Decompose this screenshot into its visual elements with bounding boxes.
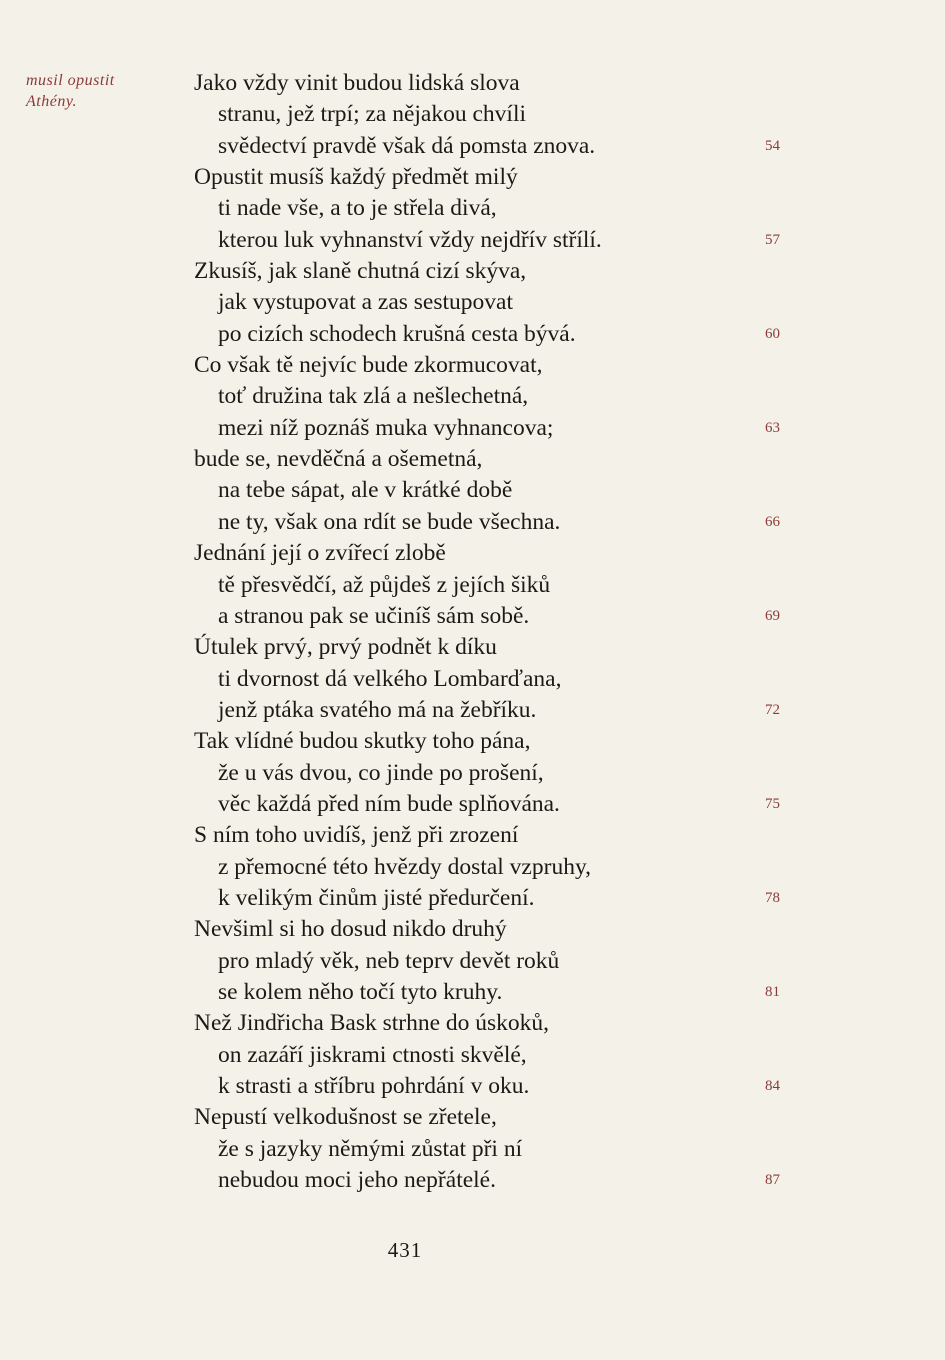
line-number: 72 — [765, 701, 780, 718]
verse-line — [194, 193, 794, 224]
verse-line — [194, 444, 794, 475]
verse-line-text: na tebe sápat, ale v krátké době — [218, 477, 513, 504]
verse-line — [194, 632, 794, 663]
verse-line — [194, 1071, 794, 1102]
line-number: 57 — [765, 231, 780, 248]
verse-line-text: jenž ptáka svatého má na žebříku. — [218, 696, 537, 723]
line-number: 84 — [765, 1078, 780, 1094]
verse-line-text: Jednání její o zvířecí zlobě — [194, 540, 446, 567]
verse-line-text: k velikým činům jisté předurčení. — [218, 884, 535, 911]
verse-line — [194, 758, 794, 789]
verse-line — [194, 319, 794, 350]
margin-note-line: Athény. — [26, 93, 78, 110]
verse-line — [194, 789, 794, 820]
verse-line-text: se kolem něho točí tyto kruhy. — [218, 978, 503, 1005]
verse-line — [194, 1165, 794, 1196]
verse-line-text: stranu, jež trpí; za nějakou chvíli — [218, 101, 527, 128]
verse-line — [194, 68, 794, 99]
margin-note — [26, 70, 176, 112]
verse-line-text: Co však tě nejvíc bude zkormucovat, — [194, 352, 543, 379]
verse-line-text: svědectví pravdě však dá pomsta znova. — [218, 132, 596, 159]
line-number: 87 — [765, 1172, 780, 1189]
verse-line-text: ne ty, však ona rdít se bude všechna. — [218, 508, 561, 535]
margin-note-line: musil opustit — [26, 72, 115, 89]
line-number: 75 — [765, 795, 780, 812]
verse-line-text: nebudou moci jeho nepřátelé. — [218, 1167, 496, 1194]
page-number: 431 — [387, 1238, 423, 1262]
verse-line-text: Jako vždy vinit budou lidská slova — [194, 70, 520, 96]
verse-line-text: ti dvornost dá velkého Lombarďana, — [218, 665, 562, 692]
verse-line — [194, 507, 794, 538]
verse-line — [194, 1040, 794, 1071]
line-number: 78 — [765, 889, 780, 906]
verse-line-text: ti nade vše, a to je střela divá, — [218, 195, 497, 222]
verse-line — [194, 350, 794, 381]
verse-line — [194, 820, 794, 851]
verse-line — [194, 883, 794, 914]
verse-line — [194, 381, 794, 412]
verse-line — [194, 162, 794, 193]
verse-block — [194, 68, 794, 1196]
verse-line-text: bude se, nevděčná a ošemetná, — [194, 446, 483, 473]
verse-line-text: Zkusíš, jak slaně chutná cizí skýva, — [194, 258, 527, 285]
verse-line — [194, 695, 794, 726]
verse-line-text: on zazáří jiskrami ctnosti skvělé, — [218, 1041, 527, 1068]
verse-line — [194, 852, 794, 883]
verse-line — [194, 475, 794, 506]
line-number: 54 — [765, 137, 780, 154]
verse-line-text: jak vystupovat a zas sestupovat — [218, 289, 513, 316]
verse-line-text: po cizích schodech krušná cesta bývá. — [218, 320, 576, 347]
verse-line-text: toť družina tak zlá a nešlechetná, — [218, 383, 529, 410]
verse-line — [194, 1102, 794, 1133]
verse-line — [194, 570, 794, 601]
verse-line-text: k strasti a stříbru pohrdání v oku. — [218, 1073, 530, 1099]
line-number: 63 — [765, 419, 780, 436]
verse-line — [194, 413, 794, 444]
verse-line — [194, 1008, 794, 1039]
verse-line-text: mezi níž poznáš muka vyhnancova; — [218, 414, 554, 441]
verse-line — [194, 538, 794, 569]
verse-line-text: Opustit musíš každý předmět milý — [194, 164, 518, 191]
verse-line-text: S ním toho uvidíš, jenž při zrození — [194, 822, 519, 849]
line-number: 69 — [765, 607, 780, 624]
verse-line-text: pro mladý věk, neb teprv devět roků — [218, 947, 560, 974]
verse-line — [194, 914, 794, 945]
line-number: 60 — [765, 325, 780, 342]
verse-line-text: že s jazyky němými zůstat při ní — [218, 1135, 523, 1162]
verse-line — [194, 256, 794, 287]
verse-line-text: kterou luk vyhnanství vždy nejdřív střílí. — [218, 226, 602, 253]
verse-line-text: Nevšiml si ho dosud nikdo druhý — [194, 916, 507, 943]
verse-line-text: z přemocné této hvězdy dostal vzpruhy, — [218, 853, 592, 880]
verse-line — [194, 601, 794, 632]
verse-line-text: Tak vlídné budou skutky toho pána, — [194, 728, 531, 755]
verse-line — [194, 99, 794, 130]
verse-line — [194, 726, 794, 757]
verse-line-text: že u vás dvou, co jinde po prošení, — [218, 759, 544, 786]
verse-line — [194, 664, 794, 695]
verse-line — [194, 287, 794, 318]
verse-line — [194, 225, 794, 256]
verse-line-text: Než Jindřicha Bask strhne do úskoků, — [194, 1010, 550, 1037]
verse-line-text: Nepustí velkodušnost se zřetele, — [194, 1104, 497, 1131]
verse-line-text: a stranou pak se učiníš sám sobě. — [218, 602, 530, 629]
line-number: 66 — [765, 513, 780, 530]
verse-line — [194, 977, 794, 1008]
verse-line — [194, 131, 794, 162]
verse-line-text: tě přesvědčí, až půjdeš z jejích šiků — [218, 571, 551, 598]
verse-line — [194, 1134, 794, 1165]
line-number: 81 — [765, 983, 780, 1000]
verse-line — [194, 946, 794, 977]
verse-line-text: věc každá před ním bude splňována. — [218, 790, 560, 817]
verse-line-text: Útulek prvý, prvý podnět k díku — [194, 634, 497, 661]
